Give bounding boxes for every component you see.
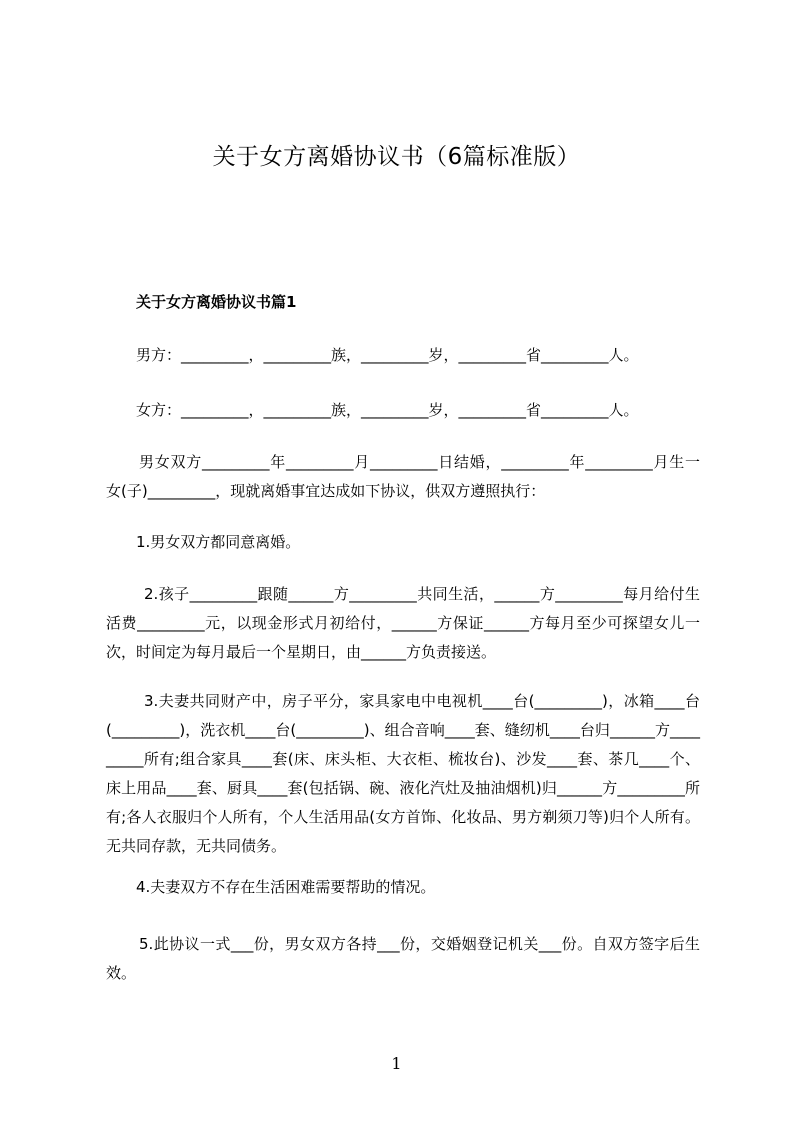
page-number: 1 xyxy=(391,1054,402,1073)
paragraph-item-2: 2.孩子_________跟随______方_________共同生活，______方_________每月给付生活费_________元，以现金形式月初给付，______方保证______方每月至少可探望女儿一次，时间定为每月最后一个星期日，由______方负责接送。 xyxy=(106,585,700,661)
section-heading: 关于女方离婚协议书篇1 xyxy=(136,293,297,311)
paragraph-item-3: 3.夫妻共同财产中，房子平分，家具家电中电视机____台(_________)，冰箱____台(_________)，洗衣机____台(_________)、组合音响____套、缝纫机____台归______方_________所有;组合家具____套(床、床头柜、大衣柜、梳妆台)、沙发____套、茶几____个、床上用品____套、厨具____套(包括锅、碗、液化汽灶及抽油烟机)归______方_________所有;各人衣服归个人所有，个人生活用品(女方首饰、化妆品、男方剃须刀等)归个人所有。无共同存款，无共同债务。 xyxy=(106,692,700,855)
paragraph-item-1: 1.男女双方都同意离婚。 xyxy=(136,533,301,551)
paragraph-item-4: 4.夫妻双方不存在生活困难需要帮助的情况。 xyxy=(136,878,436,896)
document-title: 关于女方离婚协议书（6篇标准版） xyxy=(212,144,581,170)
paragraph-male-info: 男方：_________，_________族，_________岁，_________省_________人。 xyxy=(136,346,639,364)
paragraph-female-info: 女方：_________，_________族，_________岁，_________省_________人。 xyxy=(136,401,639,419)
paragraph-marriage-info: 男女双方_________年_________月_________日结婚，_________年_________月生一女(子)_________，现就离婚事宜达成如下协议，供双方遵照执行： xyxy=(106,453,700,500)
paragraph-item-5: 5.此协议一式___份，男女双方各持___份，交婚姻登记机关___份。自双方签字后生效。 xyxy=(106,935,700,982)
